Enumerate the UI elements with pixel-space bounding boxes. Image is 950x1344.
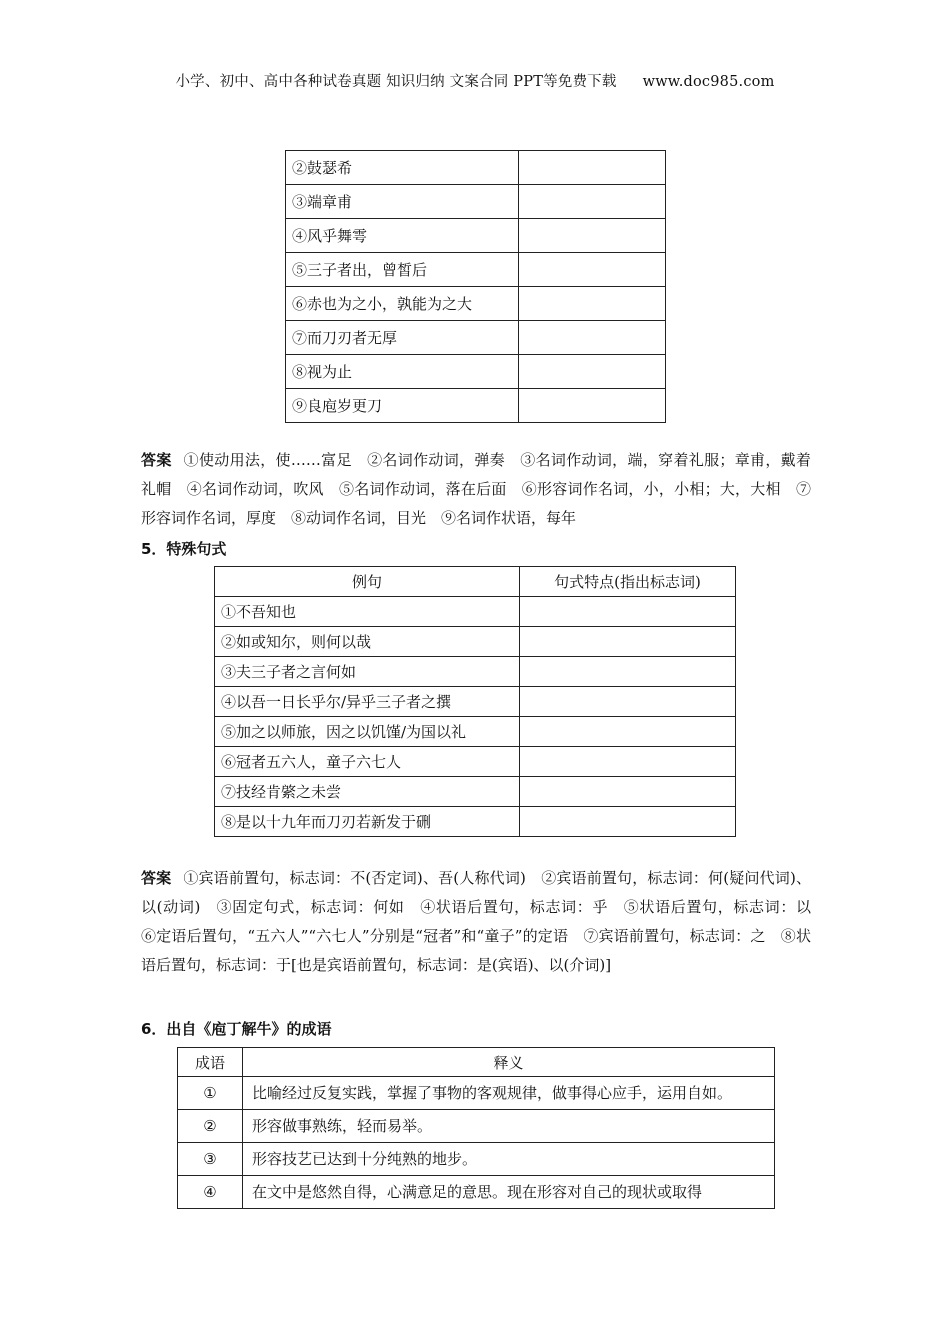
example-cell: ⑦而刀刃者无厚 [286,321,519,355]
table-row [215,807,736,837]
table-header-row [178,1048,775,1077]
example-cell: ③夫三子者之言何如 [215,657,520,687]
column-header: 释义 [243,1048,775,1077]
answer-cell [519,389,666,423]
table-row [286,389,666,423]
table-row [178,1143,775,1176]
answer-paragraph-1 [141,446,811,533]
answer-cell [520,807,736,837]
column-header: 例句 [215,567,520,597]
example-cell: ⑧是以十九年而刀刃若新发于硎 [215,807,520,837]
example-cell: ③端章甫 [286,185,519,219]
answer-cell [519,185,666,219]
example-cell: ①不吾知也 [215,597,520,627]
table-row [215,717,736,747]
idiom-number: ② [178,1110,243,1143]
table-row [215,597,736,627]
section-title-6: 6．出自《庖丁解牛》的成语 [141,1020,332,1038]
idiom-meaning: 比喻经过反复实践，掌握了事物的客观规律，做事得心应手，运用自如。 [243,1077,775,1110]
table-row [178,1077,775,1110]
answer-cell [519,287,666,321]
table-row [178,1110,775,1143]
table-row [286,321,666,355]
example-cell: ④以吾一日长乎尔/异乎三子者之撰 [215,687,520,717]
answer-cell [519,355,666,389]
idiom-meaning: 在文中是悠然自得，心满意足的意思。现在形容对自己的现状或取得 [243,1176,775,1209]
table-row [286,219,666,253]
table-header-row [215,567,736,597]
table-row [215,747,736,777]
table-row [286,151,666,185]
answer-paragraph-2 [141,864,827,980]
table-row [286,355,666,389]
answer-cell [520,657,736,687]
example-cell: ②如或知尔，则何以哉 [215,627,520,657]
answer-label: 答案 [141,451,172,469]
section-title-5: 5．特殊句式 [141,540,227,558]
page-header [0,70,950,91]
answer-cell [519,321,666,355]
example-cell: ⑤三子者出，曾皙后 [286,253,519,287]
column-header: 成语 [178,1048,243,1077]
table-row [286,185,666,219]
answer-cell [520,777,736,807]
answer-text: ①使动用法，使……富足 ②名词作动词，弹奏 ③名词作动词，端，穿着礼服；章甫，戴着礼帽 ④名词作动词，吹风 ⑤名词作动词，落在后面 ⑥形容词作名词，小，小相；大，大相 ⑦形容词作名词，厚度 ⑧动词作名词，目光 ⑨名词作状语，每年 [141,451,811,527]
table-row [286,287,666,321]
example-cell: ⑤加之以师旅，因之以饥馑/为国以礼 [215,717,520,747]
answer-cell [520,747,736,777]
example-cell: ⑧视为止 [286,355,519,389]
column-header: 句式特点(指出标志词) [520,567,736,597]
answer-label: 答案 [141,869,172,887]
answer-cell [520,687,736,717]
header-text: 小学、初中、高中各种试卷真题 知识归纳 文案合同 PPT等免费下载 [175,74,617,90]
answer-cell [519,151,666,185]
example-cell: ⑦技经肯綮之未尝 [215,777,520,807]
idiom-number: ④ [178,1176,243,1209]
example-cell: ②鼓瑟希 [286,151,519,185]
example-cell: ⑨良庖岁更刀 [286,389,519,423]
table-row [178,1176,775,1209]
idiom-number: ③ [178,1143,243,1176]
example-cell: ⑥冠者五六人，童子六七人 [215,747,520,777]
answer-text: ①宾语前置句，标志词：不(否定词)、吾(人称代词) ②宾语前置句，标志词：何(疑问代词)、以(动词) ③固定句式，标志词：何如 ④状语后置句，标志词：乎 ⑤状语后置句，标志词：以 ⑥定语后置句，“五六人”“六七人”分别是“冠者”和“童子”的定语 ⑦宾语前置句，标志词：之 ⑧状语后置句，标志词：于[也是宾语前置句，标志词：是(宾语)、以(介词)] [141,869,827,974]
sentence-pattern-table [214,566,736,837]
table-row [286,253,666,287]
word-usage-table [285,150,666,423]
answer-cell [520,627,736,657]
example-cell: ④风乎舞雩 [286,219,519,253]
table-row [215,687,736,717]
idiom-number: ① [178,1077,243,1110]
table-row [215,627,736,657]
idiom-table [177,1047,775,1209]
table-row [215,657,736,687]
header-url: www.doc985.com [642,74,775,90]
answer-cell [520,717,736,747]
idiom-meaning: 形容技艺已达到十分纯熟的地步。 [243,1143,775,1176]
answer-cell [519,253,666,287]
table-row [215,777,736,807]
example-cell: ⑥赤也为之小，孰能为之大 [286,287,519,321]
answer-cell [520,597,736,627]
idiom-meaning: 形容做事熟练，轻而易举。 [243,1110,775,1143]
answer-cell [519,219,666,253]
